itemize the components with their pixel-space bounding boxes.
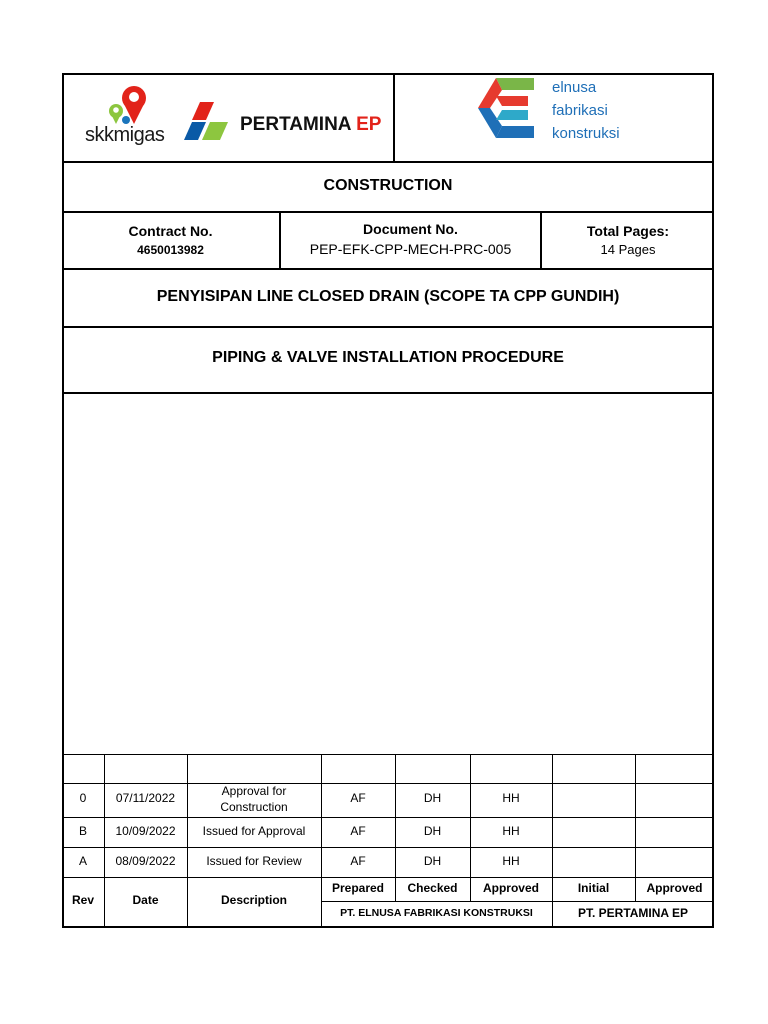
description-cell: Approval for — [221, 784, 287, 798]
section-title: CONSTRUCTION — [323, 177, 453, 194]
rev-cell: B — [78, 824, 87, 838]
rev-cell: 0 — [79, 791, 87, 805]
divider — [62, 211, 714, 213]
skkmigas-wordmark: skkmigas — [85, 124, 165, 146]
contract-value: 4650013982 — [137, 243, 204, 257]
document-value: PEP-EFK-CPP-MECH-PRC-005 — [309, 241, 512, 257]
date-cell: 08/09/2022 — [115, 854, 176, 868]
contract-label: Contract No. — [128, 223, 213, 239]
blank-body-area — [64, 394, 712, 754]
document-label: Document No. — [363, 221, 458, 237]
skkmigas-logo — [84, 84, 179, 150]
pertamina-mark-icon — [184, 100, 232, 144]
approved-cell: HH — [502, 824, 520, 838]
date-cell: 10/09/2022 — [115, 824, 176, 838]
elnusa-line-2: fabrikasi — [552, 102, 608, 119]
pertamina-wordmark: PERTAMINA — [240, 114, 351, 135]
divider — [62, 326, 714, 328]
pages-label: Total Pages: — [586, 223, 670, 239]
contractor-name: PT. ELNUSA FABRIKASI KONSTRUKSI — [340, 907, 533, 919]
document-title: PIPING & VALVE INSTALLATION PROCEDURE — [212, 349, 564, 366]
divider — [62, 268, 714, 270]
header-divider — [393, 73, 395, 163]
elnusa-line-3: konstruksi — [552, 125, 620, 142]
table-line — [62, 847, 714, 848]
checked-header: Checked — [407, 881, 458, 895]
divider — [540, 211, 542, 270]
description-cell: Issued for Review — [206, 854, 302, 868]
description-cell-line-2: Construction — [220, 800, 288, 814]
date-header: Date — [132, 893, 159, 907]
table-line — [62, 754, 714, 755]
rev-header: Rev — [71, 893, 94, 907]
elnusa-wordmark — [552, 76, 620, 145]
table-line — [552, 754, 553, 926]
prepared-header: Prepared — [331, 881, 385, 895]
pages-value: 14 Pages — [600, 242, 656, 257]
approved-header: Approved — [482, 881, 539, 895]
client-name: PT. PERTAMINA EP — [577, 906, 688, 920]
approved-cell: HH — [502, 854, 520, 868]
date-cell: 07/11/2022 — [115, 791, 176, 805]
description-header: Description — [220, 893, 287, 907]
client-approved-header: Approved — [646, 881, 703, 895]
table-line — [62, 877, 714, 878]
checked-cell: DH — [423, 854, 442, 868]
checked-cell: DH — [423, 791, 442, 805]
rev-cell: A — [78, 854, 87, 868]
header-bottom-line — [62, 161, 714, 163]
approved-cell: HH — [502, 791, 520, 805]
checked-cell: DH — [423, 824, 442, 838]
initial-header: Initial — [577, 881, 610, 895]
elnusa-logo — [476, 76, 636, 156]
table-line — [321, 754, 322, 926]
elnusa-mark-icon — [476, 76, 542, 142]
prepared-cell: AF — [350, 824, 366, 838]
prepared-cell: AF — [350, 854, 366, 868]
table-line — [62, 817, 714, 818]
table-line — [62, 783, 714, 784]
prepared-cell: AF — [350, 791, 366, 805]
pertamina-ep-wordmark: EP — [356, 114, 382, 135]
table-line — [321, 901, 714, 902]
table-line — [635, 754, 636, 901]
elnusa-line-1: elnusa — [552, 79, 597, 96]
pertamina-logo — [184, 100, 384, 146]
project-title: PENYISIPAN LINE CLOSED DRAIN (SCOPE TA CPP GUNDIH) — [156, 288, 620, 305]
description-cell: Issued for Approval — [202, 824, 306, 838]
